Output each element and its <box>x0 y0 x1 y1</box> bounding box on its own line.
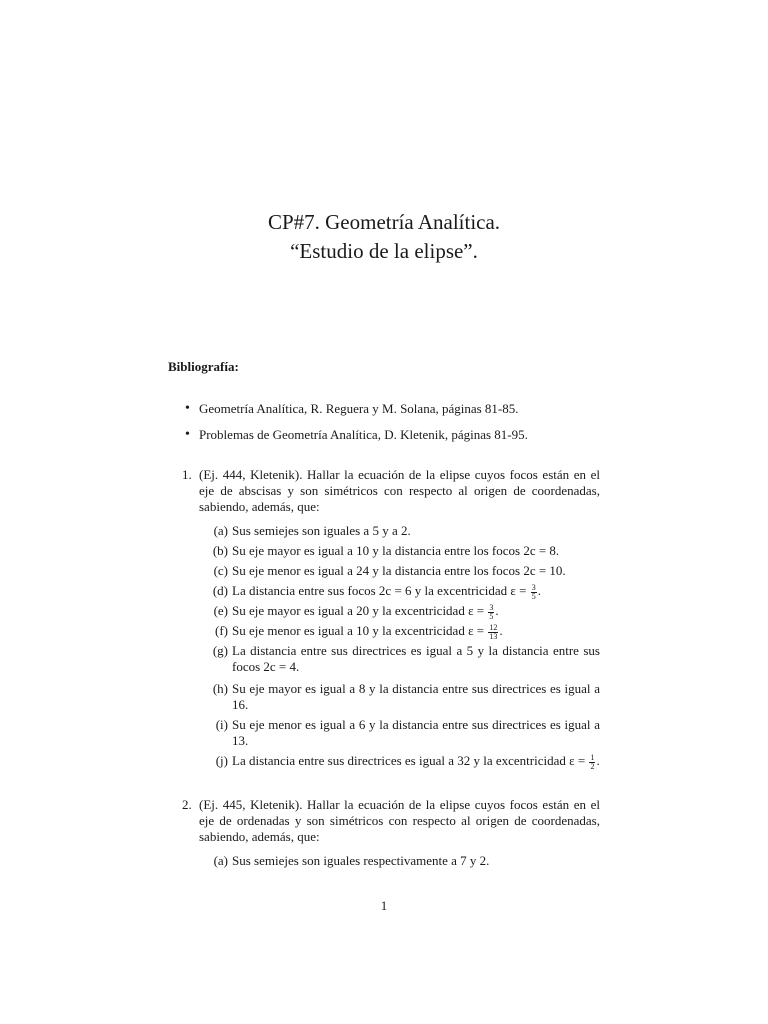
problem-number: 2. <box>182 797 192 812</box>
subitem-text-main: La distancia entre sus focos 2c = 6 y la excentricidad ε = <box>232 583 527 598</box>
subitem-text <box>232 603 600 621</box>
subitem-text <box>232 583 600 601</box>
subitem-text-main: Su eje mayor es igual a 20 y la excentricidad ε = <box>232 603 485 618</box>
fraction <box>531 584 537 601</box>
subitem-text-tail: . <box>495 603 499 618</box>
problem-statement: (Ej. 444, Kletenik). Hallar la ecuación de la elipse cuyos focos están en el eje de abscisas y son simétricos con respecto al origen de coordenadas, sabiendo, además, que: <box>199 467 600 514</box>
subitem-text: Su eje menor es igual a 24 y la distancia entre los focos 2c = 10. <box>232 563 566 578</box>
subitem-text: Su eje mayor es igual a 10 y la distancia entre los focos 2c = 8. <box>232 543 560 558</box>
subitem-text-main: Su eje menor es igual a 10 y la excentricidad ε = <box>232 623 485 638</box>
subitem-text-tail: . <box>596 753 600 768</box>
problem-1 <box>182 467 600 791</box>
subitem-label: (c) <box>213 563 228 578</box>
subitem-text <box>232 623 600 641</box>
subitem-text-main: La distancia entre sus directrices es igual a 32 y la excentricidad ε = <box>232 753 586 768</box>
subitem-label: (i) <box>215 717 228 732</box>
subitem-j <box>204 753 600 791</box>
fraction-numerator: 3 <box>531 582 536 592</box>
fraction-denominator: 13 <box>489 631 498 641</box>
subitem-i <box>204 717 600 753</box>
fraction-denominator: 2 <box>590 761 595 771</box>
subitem-label: (d) <box>212 583 228 598</box>
problem-2 <box>182 797 600 873</box>
subitem-a <box>204 523 600 543</box>
subitem-label: (f) <box>215 623 228 638</box>
title-line-1: CP#7. Geometría Analítica. <box>267 210 501 234</box>
subitem-h <box>204 681 600 717</box>
fraction <box>589 754 595 771</box>
subitem-label: (b) <box>212 543 228 558</box>
subitem-label: (e) <box>213 603 228 618</box>
bibliography-item: • Problemas de Geometría Analítica, D. Kletenik, páginas 81-95. <box>185 427 605 453</box>
fraction <box>488 604 494 621</box>
fraction-numerator: 12 <box>489 622 498 632</box>
subitem-text: Su eje mayor es igual a 8 y la distancia entre sus directrices es igual a 16. <box>232 681 600 712</box>
problem-statement: (Ej. 445, Kletenik). Hallar la ecuación de la elipse cuyos focos están en el eje de ordenadas y son simétricos con respecto al origen de coordenadas, sabiendo, además, que: <box>199 797 600 844</box>
subitem-label: (a) <box>213 523 228 538</box>
bibliography-item: • Geometría Analítica, R. Reguera y M. Solana, páginas 81-85. <box>185 401 605 427</box>
bibliography-heading: Bibliografía: <box>168 359 239 374</box>
subitem-g <box>204 643 600 681</box>
subitem-e <box>204 603 600 623</box>
fraction-denominator: 5 <box>531 591 536 601</box>
subitem-label: (j) <box>215 753 228 768</box>
subitem-text <box>232 753 600 771</box>
subitem-text-tail: . <box>499 623 503 638</box>
page-number: 1 <box>380 898 388 913</box>
subitem-c <box>204 563 600 583</box>
subitem-label: (a) <box>213 853 228 868</box>
subitem-label: (g) <box>212 643 228 658</box>
subitem-a <box>204 853 600 873</box>
fraction <box>488 624 498 641</box>
subitem-text: Sus semiejes son iguales a 5 y a 2. <box>232 523 411 538</box>
subitem-text: La distancia entre sus directrices es igual a 5 y la distancia entre sus focos 2c = 4. <box>232 643 600 674</box>
problem-number: 1. <box>182 467 192 482</box>
subitem-b <box>204 543 600 563</box>
fraction-numerator: 3 <box>489 602 494 612</box>
bibliography-list <box>185 401 605 453</box>
subitem-d <box>204 583 600 603</box>
subitem-f <box>204 623 600 643</box>
fraction-denominator: 5 <box>489 611 494 621</box>
subitem-text-tail: . <box>537 583 541 598</box>
subitem-text: Su eje menor es igual a 6 y la distancia entre sus directrices es igual a 13. <box>232 717 600 748</box>
title-line-2: “Estudio de la elipse”. <box>290 239 478 263</box>
document-title <box>0 208 768 266</box>
subitem-text: Sus semiejes son iguales respectivamente a 7 y 2. <box>232 853 490 868</box>
fraction-numerator: 1 <box>590 752 595 762</box>
subitem-label: (h) <box>212 681 228 696</box>
